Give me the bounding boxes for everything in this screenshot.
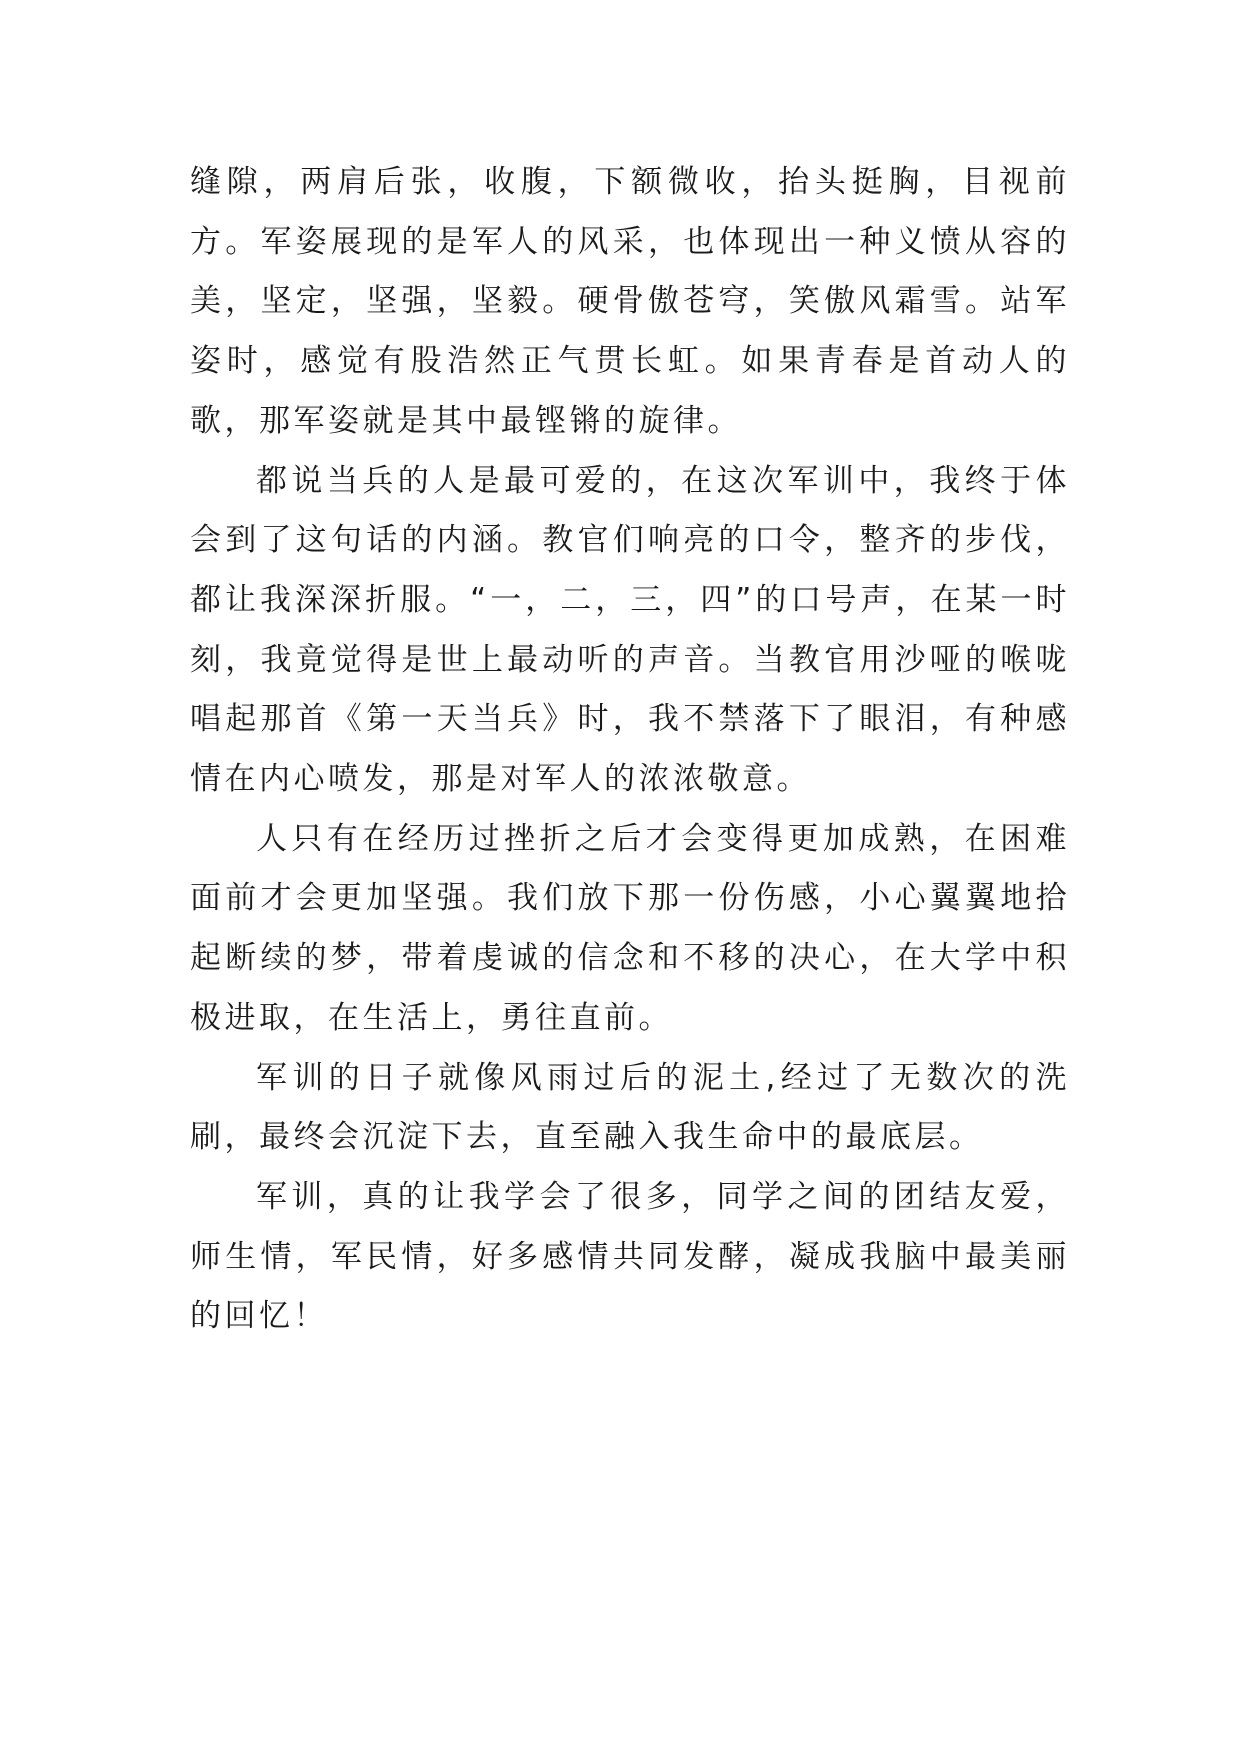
paragraph-1: 缝隙，两肩后张，收腹，下额微收，抬头挺胸，目视前方。军姿展现的是军人的风采，也体现出一种义愤从容的美，坚定，坚强，坚毅。硬骨傲苍穹，笑傲风霜雪。站军姿时，感觉有股浩然正气贯长虹。如果青春是首动人的歌，那军姿就是其中最铿锵的旋律。 bbox=[190, 164, 1070, 439]
paragraph-4: 军训的日子就像风雨过后的泥土,经过了无数次的洗刷，最终会沉淀下去，直至融入我生命中的最底层。 bbox=[190, 1059, 1070, 1156]
paragraph-5: 军训，真的让我学会了很多，同学之间的团结友爱，师生情，军民情，好多感情共同发酵，凝成我脑中最美丽的回忆！ bbox=[190, 1178, 1070, 1335]
body-text bbox=[190, 153, 1070, 1347]
paragraph-3: 人只有在经历过挫折之后才会变得更加成熟，在困难面前才会更加坚强。我们放下那一份伤感，小心翼翼地拾起断续的梦，带着虔诚的信念和不移的决心，在大学中积极进取，在生活上，勇往直前。 bbox=[190, 820, 1070, 1036]
paragraph-2: 都说当兵的人是最可爱的，在这次军训中，我终于体会到了这句话的内涵。教官们响亮的口令，整齐的步伐，都让我深深折服。“一，二，三，四”的口号声，在某一时刻，我竟觉得是世上最动听的声音。当教官用沙哑的喉咙唱起那首《第一天当兵》时，我不禁落下了眼泪，有种感情在内心喷发，那是对军人的浓浓敬意。 bbox=[190, 462, 1070, 798]
